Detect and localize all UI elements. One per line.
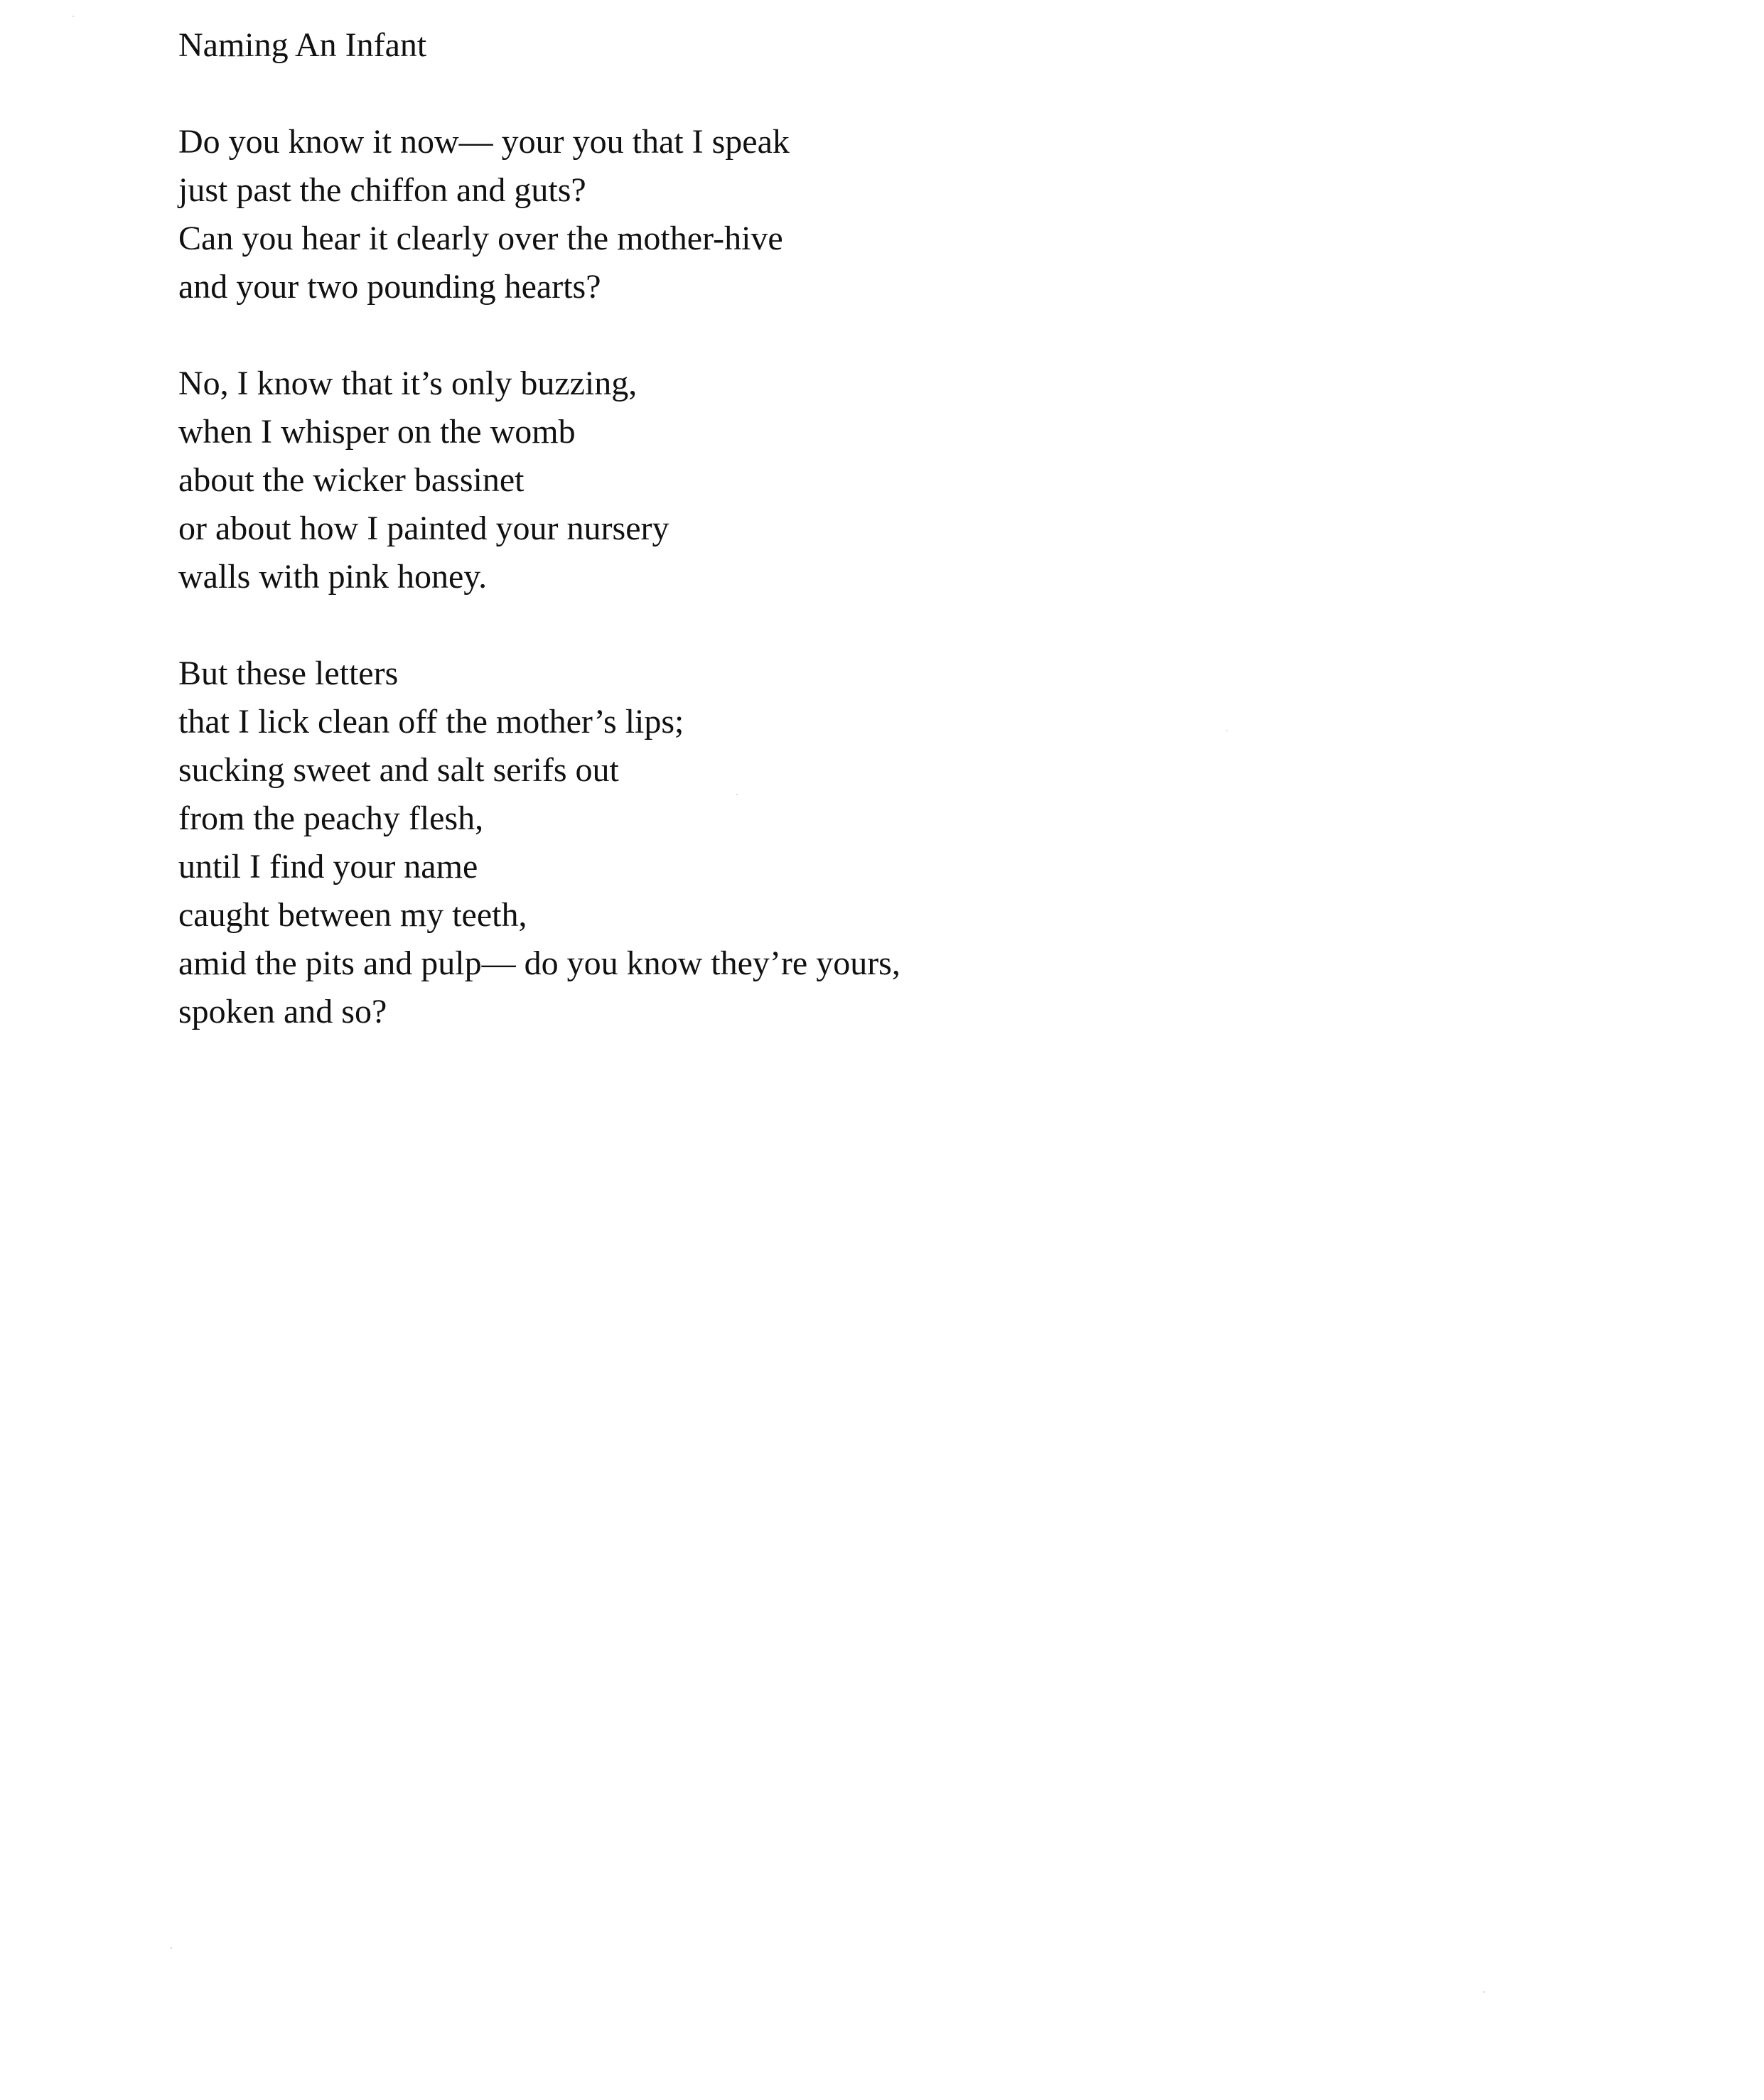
poem-line: Can you hear it clearly over the mother-hive	[178, 220, 783, 257]
scan-speck	[1226, 730, 1227, 731]
scan-speck	[1483, 1991, 1485, 1993]
poem-line: But these letters	[178, 655, 399, 692]
poem	[178, 21, 1244, 1084]
stanza-1	[178, 118, 1244, 311]
scan-speck	[171, 1947, 172, 1949]
poem-line: that I lick clean off the mother’s lips;	[178, 703, 684, 741]
poem-line: spoken and so?	[178, 993, 387, 1030]
poem-line: and your two pounding hearts?	[178, 268, 601, 306]
poem-line: when I whisper on the womb	[178, 413, 576, 451]
poem-line: or about how I painted your nursery	[178, 510, 669, 547]
poem-line: just past the chiffon and guts?	[178, 171, 586, 209]
scan-speck	[72, 16, 74, 17]
poem-line: Do you know it now— your you that I speak	[178, 123, 790, 161]
stanza-3	[178, 650, 1244, 1036]
poem-line: until I find your name	[178, 848, 478, 885]
poem-line: from the peachy flesh,	[178, 799, 484, 837]
stanza-2	[178, 360, 1244, 601]
poem-line: caught between my teeth,	[178, 896, 527, 934]
poem-line: amid the pits and pulp— do you know they’re yours,	[178, 944, 900, 982]
poem-line: No, I know that it’s only buzzing,	[178, 365, 638, 402]
poem-line: walls with pink honey.	[178, 558, 488, 596]
poem-title: Naming An Infant	[178, 26, 427, 64]
scan-speck	[736, 794, 738, 795]
poem-line: sucking sweet and salt serifs out	[178, 751, 619, 789]
poem-line: about the wicker bassinet	[178, 461, 525, 499]
